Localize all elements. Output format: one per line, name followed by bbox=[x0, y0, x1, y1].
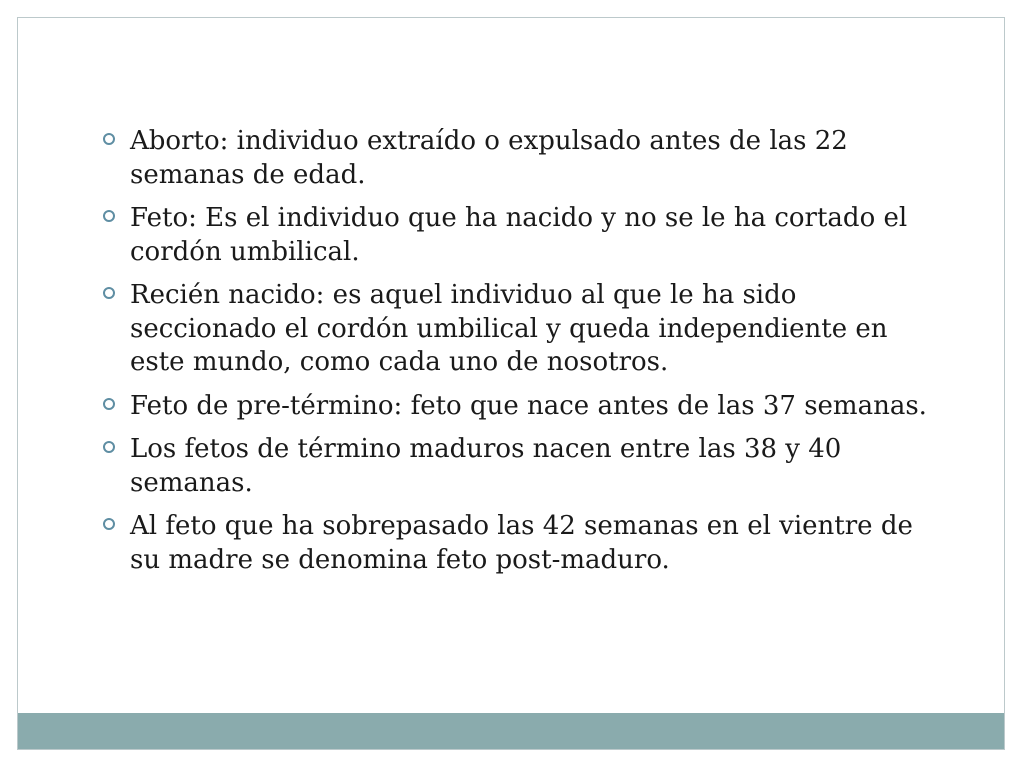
bullet-item bbox=[102, 390, 932, 424]
bullet-text: Aborto: individuo extraído o expulsado antes de las 22 semanas de edad. bbox=[130, 126, 848, 190]
bullet-item bbox=[102, 202, 932, 269]
bullet-text: Al feto que ha sobrepasado las 42 semanas en el vientre de su madre se denomina feto post-maduro. bbox=[130, 511, 913, 575]
bullet-item bbox=[102, 125, 932, 192]
bullet-text: Los fetos de término maduros nacen entre las 38 y 40 semanas. bbox=[130, 434, 842, 498]
bullet-text: Feto de pre-término: feto que nace antes de las 37 semanas. bbox=[130, 390, 927, 421]
slide bbox=[17, 17, 1005, 750]
hollow-circle-bullet-icon bbox=[103, 133, 115, 145]
hollow-circle-bullet-icon bbox=[103, 398, 115, 410]
bullet-item bbox=[102, 510, 932, 577]
bullet-text: Feto: Es el individuo que ha nacido y no se le ha cortado el cordón umbilical. bbox=[130, 203, 908, 267]
hollow-circle-bullet-icon bbox=[103, 210, 115, 222]
bullet-list bbox=[102, 125, 932, 587]
bullet-text: Recién nacido: es aquel individuo al que le ha sido seccionado el cordón umbilical y queda independiente en este mundo, como cada uno de nosotros. bbox=[130, 280, 888, 377]
bullet-item bbox=[102, 433, 932, 500]
hollow-circle-bullet-icon bbox=[103, 518, 115, 530]
bullet-item bbox=[102, 279, 932, 380]
hollow-circle-bullet-icon bbox=[103, 287, 115, 299]
footer-band bbox=[18, 713, 1004, 749]
hollow-circle-bullet-icon bbox=[103, 441, 115, 453]
